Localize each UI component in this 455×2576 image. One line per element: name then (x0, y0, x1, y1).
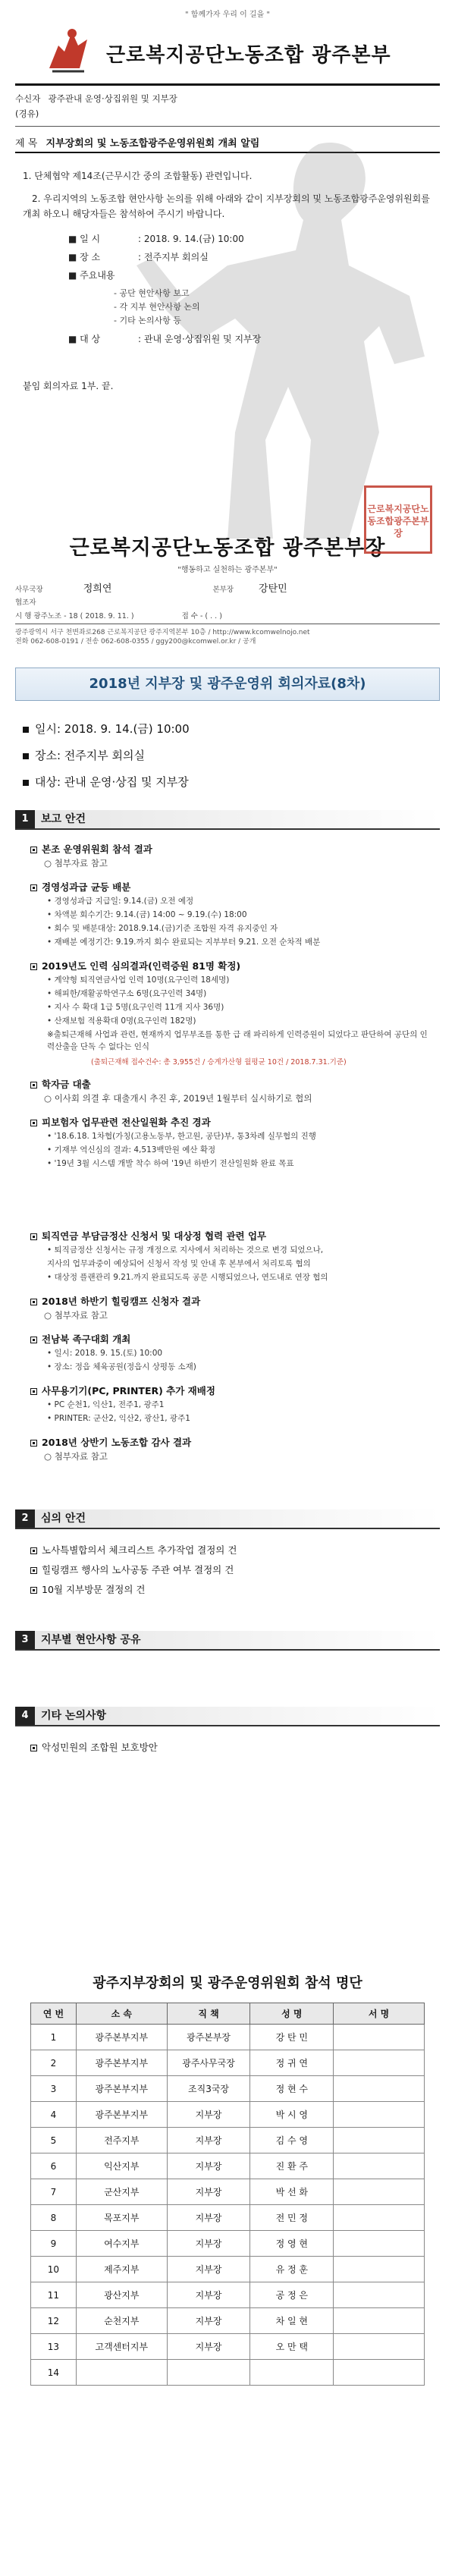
table-cell: 4 (31, 2102, 77, 2128)
report-sub: • 지사 수 확대 1급 5명(요구인력 11개 지사 36명) (47, 1003, 224, 1012)
agenda-place: 장소: 전주지부 회의실 (23, 747, 145, 763)
subject-value: 지부장회의 및 노동조합광주운영위원회 개최 알림 (46, 138, 260, 149)
table-row (31, 2153, 425, 2179)
table-cell: 광산지부 (76, 2282, 167, 2308)
report-sub: • 대상정 플랜관리 9.21.까지 완료되도록 공문 시행되었으나, 연도내로 연장 협의 (47, 1273, 328, 1282)
section-title: 기타 논의사항 (41, 1710, 107, 1722)
table-cell: 목포지부 (76, 2205, 167, 2231)
section-report (15, 810, 440, 828)
agenda-banner: 2018년 지부장 및 광주운영위 회의자료(8차) (15, 668, 440, 701)
checkbox-bullet-icon (30, 884, 37, 891)
approval-block (15, 583, 440, 624)
schedule-place: ■ 장 소 : 전주지부 회의실 (68, 252, 209, 262)
table-cell: 광주사무국장 (167, 2050, 250, 2076)
signature-slogan: "행동하고 실천하는 광주본부" (177, 566, 278, 574)
top-slogan: " 함께가자 우리 이 길을 " (184, 11, 271, 19)
report-sub: ○ 첨부자료 참고 (44, 1310, 108, 1321)
section-number: 3 (15, 1631, 35, 1649)
table-cell: 광주본부지부 (76, 2076, 167, 2102)
table-cell: 강 탄 민 (250, 2025, 334, 2050)
checkbox-bullet-icon (30, 963, 37, 970)
table-row (31, 2334, 425, 2360)
schedule-target: ■ 대 상 : 관내 운영·상집위원 및 지부장 (68, 334, 262, 344)
section-other (15, 1707, 440, 1725)
bullet-square-icon (23, 727, 29, 733)
table-cell: 차 일 현 (250, 2308, 334, 2334)
table-cell: 지부장 (167, 2334, 250, 2360)
column-header: 연 번 (31, 2003, 77, 2025)
column-header: 성 명 (250, 2003, 334, 2025)
section-title: 보고 안건 (41, 813, 86, 825)
report-sub: • '18.6.18. 1차협(가칭(고용노동부, 한고원, 공단)부, 통3차례 실무협의 진행 (47, 1132, 316, 1141)
main-item: - 공단 현안사항 보고 (114, 288, 190, 298)
table-row (31, 2360, 425, 2386)
paragraph-1: 1. 단체협약 제14조(근무시간 중의 조합활동) 관련입니다. (23, 171, 253, 181)
table-cell: 3 (31, 2076, 77, 2102)
attachment-note: 붙임 회의자료 1부. 끝. (23, 381, 114, 391)
table-row (31, 2205, 425, 2231)
table-cell: 유 정 훈 (250, 2257, 334, 2282)
approval-row: 사무국장 정희연 본부장 강탄민 (15, 583, 287, 595)
checkbox-bullet-icon (30, 1082, 37, 1089)
report-sub: • PRINTER: 군산2, 익산2, 광산1, 광주1 (47, 1414, 190, 1423)
table-cell: 김 수 영 (250, 2128, 334, 2153)
union-logo-icon (42, 23, 95, 76)
bullet-square-icon (23, 753, 29, 759)
table-cell: 지부장 (167, 2179, 250, 2205)
table-cell: 지부장 (167, 2128, 250, 2153)
section-title: 심의 안건 (41, 1513, 86, 1525)
doc-number-row: 시 행 광주노조 - 18 ( 2018. 9. 11. ) 접 수 - ( . . ) (15, 612, 222, 620)
checkbox-bullet-icon (30, 1120, 37, 1126)
table-cell[interactable] (334, 2153, 425, 2179)
table-cell: 6 (31, 2153, 77, 2179)
table-cell[interactable] (334, 2257, 425, 2282)
drafter-name: 정희연 (83, 583, 112, 595)
column-header: 직 책 (167, 2003, 250, 2025)
table-cell[interactable] (334, 2076, 425, 2102)
table-cell: 지부장 (167, 2231, 250, 2257)
report-sub: • 산재보험 적용확대 0명(요구인력 182명) (47, 1016, 196, 1026)
recipient-line (15, 93, 177, 105)
bullet-square-icon (23, 780, 29, 786)
section-title: 지부별 현안사항 공유 (41, 1634, 141, 1646)
table-cell[interactable] (334, 2231, 425, 2257)
checkbox-bullet-icon (30, 1440, 37, 1447)
cooperator-row: 협조자 (15, 598, 36, 607)
table-cell: 지부장 (167, 2257, 250, 2282)
table-cell (250, 2360, 334, 2386)
section-number: 1 (15, 810, 35, 828)
report-item: 본조 운영위원회 참석 결과 (30, 842, 152, 856)
table-cell: 오 만 택 (250, 2334, 334, 2360)
table-cell (167, 2360, 250, 2386)
table-cell: 광주본부지부 (76, 2102, 167, 2128)
table-cell: 광주본부지부 (76, 2050, 167, 2076)
official-seal (364, 485, 432, 554)
recipient-value: 광주관내 운영·상집위원 및 지부장 (48, 93, 177, 104)
table-cell: 정 귀 연 (250, 2050, 334, 2076)
table-row (31, 2179, 425, 2205)
report-sub: ○ 첨부자료 참고 (44, 858, 108, 869)
table-cell: 군산지부 (76, 2179, 167, 2205)
table-cell[interactable] (334, 2282, 425, 2308)
column-header: 소 속 (76, 2003, 167, 2025)
checkbox-bullet-icon (30, 1233, 37, 1240)
report-sub: ○ 이사회 의결 후 대출개시 추진 후, 2019년 1월부터 실시하기로 협의 (44, 1093, 312, 1104)
table-cell: 정 영 현 (250, 2231, 334, 2257)
table-cell: 익산지부 (76, 2153, 167, 2179)
checkbox-bullet-icon (30, 1567, 37, 1574)
table-cell: 1 (31, 2025, 77, 2050)
table-cell[interactable] (334, 2334, 425, 2360)
table-cell: 정 현 수 (250, 2076, 334, 2102)
table-row (31, 2257, 425, 2282)
checkbox-bullet-icon (30, 1337, 37, 1343)
table-cell: 지부장 (167, 2153, 250, 2179)
table-cell: 9 (31, 2231, 77, 2257)
table-cell: 박 시 영 (250, 2102, 334, 2128)
table-cell: 11 (31, 2282, 77, 2308)
deliberation-item: 노사특별합의서 체크리스트 추가작업 결정의 건 (30, 1543, 237, 1557)
main-item: - 기타 논의사항 등 (114, 316, 181, 325)
table-cell[interactable] (334, 2205, 425, 2231)
table-cell[interactable] (334, 2050, 425, 2076)
table-cell (76, 2360, 167, 2386)
report-item: 경영성과급 균등 배분 (30, 880, 130, 894)
section-number: 4 (15, 1707, 35, 1725)
section-deliberation (15, 1509, 440, 1528)
table-cell[interactable] (334, 2102, 425, 2128)
table-cell: 광주본부장 (167, 2025, 250, 2050)
deliberation-item: 힐링캠프 행사의 노사공동 주관 여부 결정의 건 (30, 1563, 234, 1576)
seal-text: 근로복지공단노동조합광주본부장 (367, 504, 429, 539)
table-cell: 10 (31, 2257, 77, 2282)
address-line: 광주광역시 서구 천변좌로268 근로복지공단 광주지역본부 10층 / http://www.kcomwelnojo.net (15, 629, 310, 636)
table-row (31, 2025, 425, 2050)
report-sub: • 장소: 정읍 체육공원(정읍시 상평동 소재) (47, 1362, 196, 1371)
table-row (31, 2102, 425, 2128)
table-cell: 진 환 주 (250, 2153, 334, 2179)
table-cell: 고객센터지부 (76, 2334, 167, 2360)
table-cell: 7 (31, 2179, 77, 2205)
report-item: 퇴직연금 부담금정산 신청서 및 대상정 협력 관련 업무 (30, 1229, 266, 1242)
table-cell: 2 (31, 2050, 77, 2076)
checkbox-bullet-icon (30, 1388, 37, 1395)
table-cell[interactable] (334, 2308, 425, 2334)
via-line: (경유) (15, 108, 39, 119)
report-sub: • '19년 3월 시스템 개발 착수 하여 '19년 하반기 전산일원화 완료 목표 (47, 1159, 294, 1168)
paragraph-2: 2. 우리지역의 노동조합 현안사항 논의를 위해 아래와 같이 지부장회의 및 노동조합광주운영위원회를 개최 하오니 해당자들은 참석하여 주시기 바랍니다. (23, 193, 430, 219)
report-sub: ○ 첨부자료 참고 (44, 1451, 108, 1462)
deliberation-item: 10월 지부방문 결정의 건 (30, 1582, 146, 1596)
table-cell: 12 (31, 2308, 77, 2334)
subject-label: 제 목 (15, 138, 38, 149)
table-cell[interactable] (334, 2025, 425, 2050)
table-cell: 13 (31, 2334, 77, 2360)
schedule-contents: ■ 주요내용 (68, 270, 115, 281)
table-cell: 지부장 (167, 2308, 250, 2334)
head-name: 강탄민 (259, 583, 287, 595)
table-cell: 지부장 (167, 2282, 250, 2308)
report-sub: • 회수 및 배분대상: 2018.9.14.(금)기준 조합원 자격 유지중인 자 (47, 924, 278, 933)
table-row (31, 2231, 425, 2257)
report-item: 사무용기기(PC, PRINTER) 추가 재배정 (30, 1384, 215, 1397)
table-cell[interactable] (334, 2179, 425, 2205)
agenda-date: 일시: 2018. 9. 14.(금) 10:00 (23, 721, 190, 737)
section-branch-issues (15, 1631, 440, 1649)
report-item: 전남북 족구대회 개최 (30, 1332, 130, 1346)
report-item: 2019년도 인력 심의결과(인력증원 81명 확정) (30, 959, 240, 972)
table-cell: 광주본부지부 (76, 2025, 167, 2050)
checkbox-bullet-icon (30, 847, 37, 853)
report-note-red: (출퇴근재해 접수건수: 총 3,955건 / 승계가산형 월평균 10건 / 2018.7.31.기준) (91, 1058, 347, 1067)
table-header-row (31, 2003, 425, 2025)
table-row (31, 2050, 425, 2076)
other-item: 악성민원의 조합원 보호방안 (30, 1740, 158, 1754)
report-item: 학자금 대출 (30, 1077, 91, 1091)
table-cell: 조직3국장 (167, 2076, 250, 2102)
table-cell: 제주지부 (76, 2257, 167, 2282)
report-sub: • PC 순천1, 익산1, 전주1, 광주1 (47, 1400, 165, 1409)
report-sub: • 경영성과급 지급일: 9.14.(금) 오전 예정 (47, 897, 194, 906)
checkbox-bullet-icon (30, 1745, 37, 1751)
report-sub: • 계약형 퇴직연금사업 인력 10명(요구인력 18세명) (47, 975, 230, 985)
attendance-table (30, 2003, 425, 2386)
main-item: - 각 지부 현안사항 논의 (114, 302, 200, 312)
signature-title: 근로복지공단노동조합 광주본부장 (69, 536, 386, 560)
recipient-label: 수신자 (15, 93, 41, 104)
org-title: 근로복지공단노동조합 광주본부 (106, 44, 391, 67)
report-sub: • 일시: 2018. 9. 15.(토) 10:00 (47, 1349, 163, 1358)
table-cell: 박 선 화 (250, 2179, 334, 2205)
table-row (31, 2282, 425, 2308)
checkbox-bullet-icon (30, 1547, 37, 1554)
schedule-date: ■ 일 시 : 2018. 9. 14.(금) 10:00 (68, 234, 244, 244)
checkbox-bullet-icon (30, 1299, 37, 1305)
table-cell: 전주지부 (76, 2128, 167, 2153)
header-divider (15, 83, 440, 86)
table-cell: 지부장 (167, 2102, 250, 2128)
column-header: 서 명 (334, 2003, 425, 2025)
report-sub: • 재배분 예정기간: 9.19.까지 회수 완료되는 지부부터 9.21. 오전 순차적 배분 (47, 938, 321, 947)
table-row (31, 2128, 425, 2153)
report-item: 2018년 상반기 노동조합 감사 결과 (30, 1435, 191, 1449)
table-cell: 공 정 은 (250, 2282, 334, 2308)
table-cell[interactable] (334, 2360, 425, 2386)
table-cell: 전 민 정 (250, 2205, 334, 2231)
table-row (31, 2076, 425, 2102)
checkbox-bullet-icon (30, 1587, 37, 1594)
report-sub: • 기재부 역신심의 결과: 4,513백만원 예산 확정 (47, 1145, 216, 1154)
report-item: 2018년 하반기 힐링캠프 신청자 결과 (30, 1294, 200, 1308)
report-sub: 지사의 업무과중이 예상되어 신청서 작성 및 안내 후 본부에서 처리토록 협의 (47, 1259, 311, 1268)
table-cell: 14 (31, 2360, 77, 2386)
official-letter (0, 0, 455, 646)
table-row (31, 2308, 425, 2334)
report-sub: • 차액분 회수기간: 9.14.(금) 14:00 ~ 9.19.(수) 18:00 (47, 910, 247, 919)
contact-line: 전화 062-608-0191 / 전송 062-608-0355 / ggy200@kcomwel.or.kr / 공개 (15, 638, 256, 646)
table-cell: 8 (31, 2205, 77, 2231)
attendance-title: 광주지부장회의 및 광주운영위원회 참석 명단 (93, 1975, 362, 1991)
table-cell: 여수지부 (76, 2231, 167, 2257)
attendance-body (31, 2025, 425, 2386)
report-item: 피보험자 업무관련 전산일원화 추진 경과 (30, 1115, 211, 1129)
main-items-list (114, 287, 200, 328)
report-sub: • 퇴직금정산 신청서는 규정 개정으로 지사에서 처리하는 것으로 변경 되었으나, (47, 1246, 324, 1255)
table-cell: 순천지부 (76, 2308, 167, 2334)
table-cell[interactable] (334, 2128, 425, 2153)
report-note: ※출퇴근재해 사업과 관련, 현재까지 업무부조를 통한 급 래 파리하게 인력증원이 되었다고 판단하여 공단의 인력산출을 단독 수 없다는 인식 (47, 1030, 428, 1051)
section-number: 2 (15, 1509, 35, 1528)
table-cell: 5 (31, 2128, 77, 2153)
agenda-target: 대상: 관내 운영·상집 및 지부장 (23, 774, 189, 790)
table-cell: 지부장 (167, 2205, 250, 2231)
report-sub: • 해피한/재활공학연구소 6명(요구인력 34명) (47, 989, 207, 998)
